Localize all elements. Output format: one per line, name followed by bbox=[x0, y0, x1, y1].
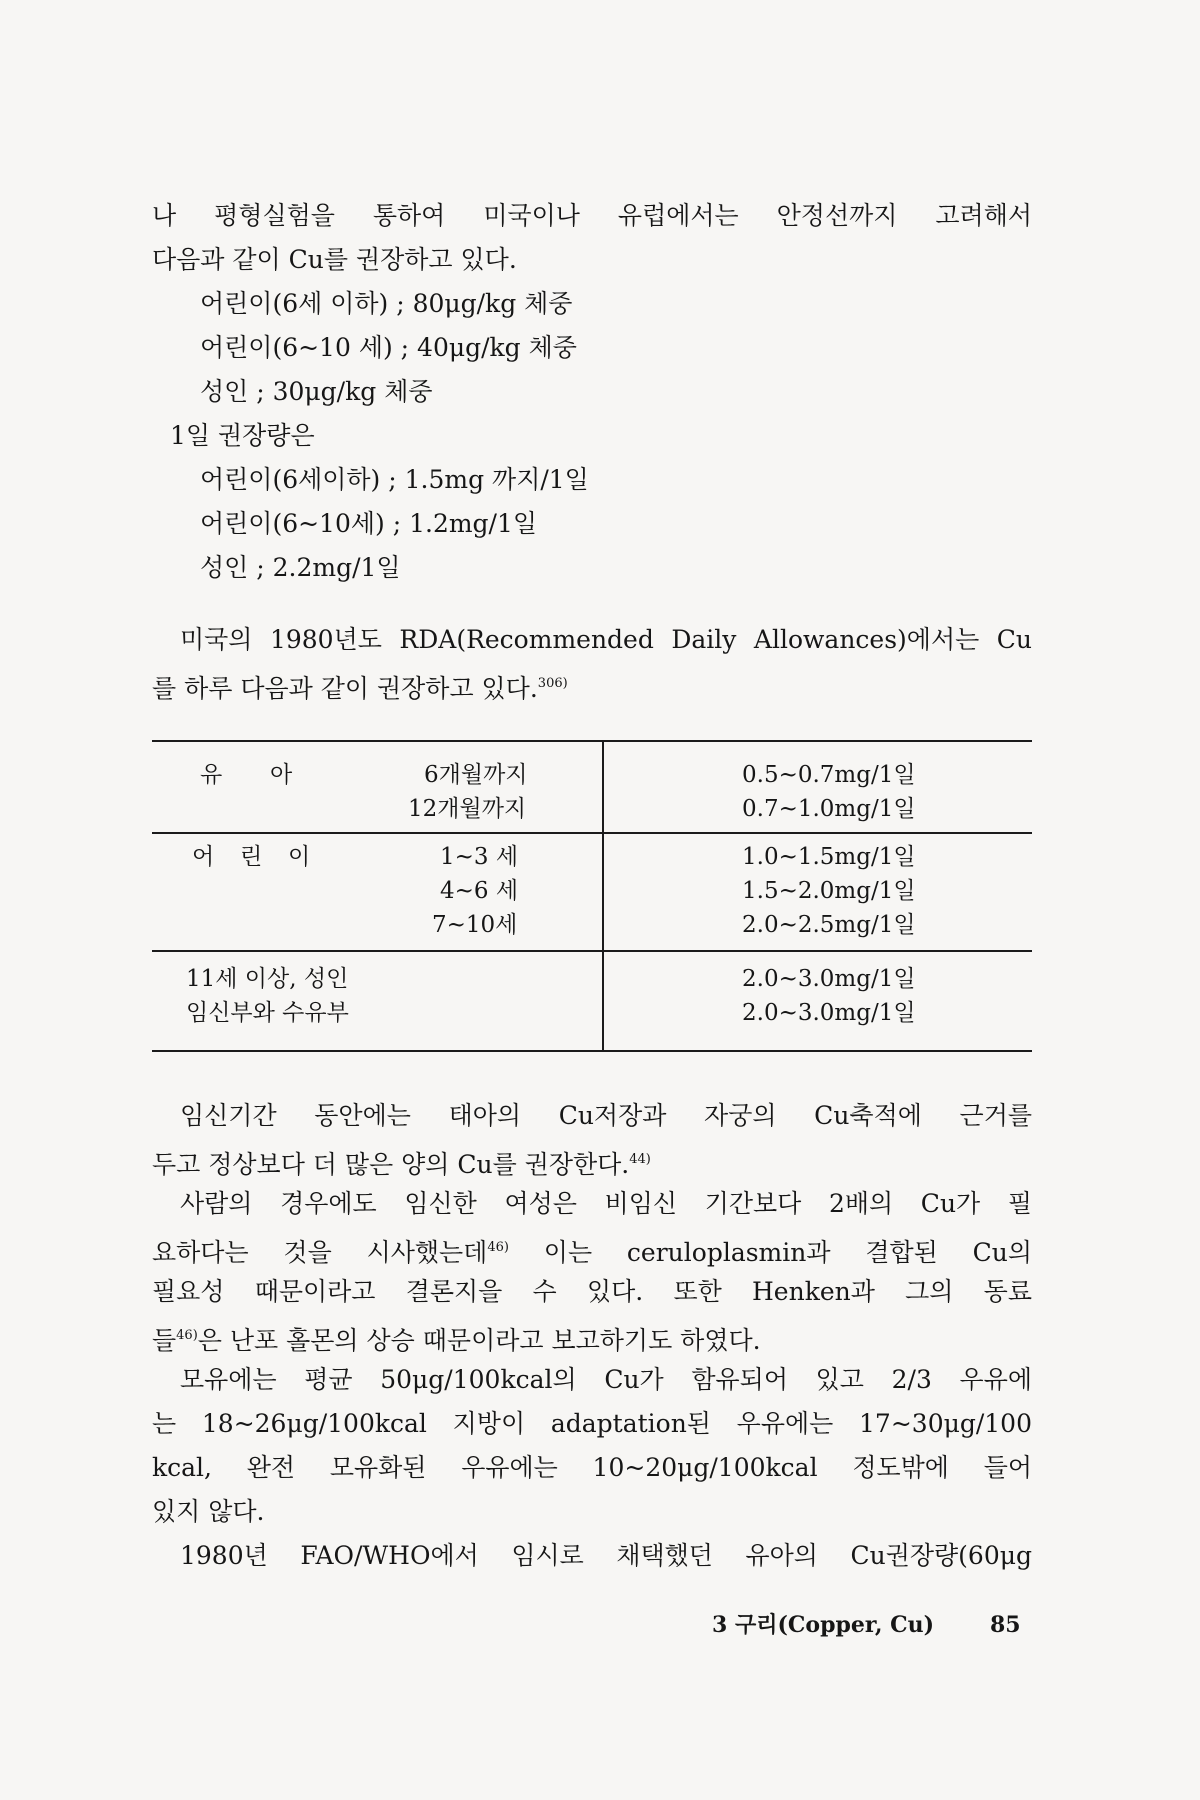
paragraph-text: 들 bbox=[152, 1326, 177, 1355]
recommendation-item: 어린이(6~10 세) ; 40μg/kg 체중 bbox=[200, 333, 577, 362]
paragraph-line: 있지 않다. bbox=[152, 1497, 265, 1526]
recommendation-item: 어린이(6세 이하) ; 80μg/kg 체중 bbox=[200, 289, 573, 318]
table-group-label: 유 bbox=[200, 762, 223, 788]
paragraph-line: 는 18~26μg/100kcal 지방이 adaptation된 우유에는 17~30μg/100 bbox=[152, 1409, 1032, 1438]
table-age-cell: 12개월까지 bbox=[408, 796, 527, 822]
paragraph-line bbox=[152, 1140, 651, 1185]
table-rule-bottom bbox=[152, 1050, 1032, 1052]
paragraph-line: kcal, 완전 모유화된 우유에는 10~20μg/100kcal 정도밖에 들어 bbox=[152, 1453, 1032, 1482]
page-number: 85 bbox=[990, 1612, 1021, 1638]
paragraph-text: 를 하루 다음과 같이 권장하고 있다. bbox=[152, 674, 538, 703]
paragraph-text: 두고 정상보다 더 많은 양의 Cu를 권장한다. bbox=[152, 1150, 630, 1179]
paragraph-line: 필요성 때문이라고 결론지을 수 있다. 또한 Henken과 그의 동료 bbox=[152, 1277, 1032, 1306]
running-footer: 3 구리(Copper, Cu) bbox=[712, 1612, 935, 1638]
table-age-cell: 6개월까지 bbox=[424, 762, 528, 788]
daily-item: 어린이(6~10세) ; 1.2mg/1일 bbox=[200, 509, 538, 538]
table-rule bbox=[152, 832, 1032, 834]
daily-item: 어린이(6세이하) ; 1.5mg 까지/1일 bbox=[200, 465, 589, 494]
table-value-cell: 0.7~1.0mg/1일 bbox=[742, 796, 916, 822]
paragraph-line: 1980년 FAO/WHO에서 임시로 채택했던 유아의 Cu권장량(60μg bbox=[180, 1541, 1032, 1570]
table-age-cell: 7~10세 bbox=[432, 912, 518, 938]
table-value-cell: 1.0~1.5mg/1일 bbox=[742, 844, 916, 870]
reference-marker: 44) bbox=[629, 1152, 651, 1167]
table-group-label: 어 bbox=[192, 844, 215, 870]
paragraph-line bbox=[152, 1316, 761, 1361]
table-value-cell: 2.0~2.5mg/1일 bbox=[742, 912, 916, 938]
reference-marker: 46) bbox=[176, 1328, 198, 1343]
table-rule bbox=[152, 950, 1032, 952]
table-group-label: 임신부와 수유부 bbox=[186, 1000, 349, 1026]
paragraph-line: 임신기간 동안에는 태아의 Cu저장과 자궁의 Cu축적에 근거를 bbox=[180, 1101, 1032, 1130]
daily-heading: 1일 권장량은 bbox=[170, 421, 315, 450]
paragraph-line bbox=[152, 664, 568, 709]
table-age-cell: 1~3 세 bbox=[440, 844, 519, 870]
paragraph-line: 사람의 경우에도 임신한 여성은 비임신 기간보다 2배의 Cu가 필 bbox=[180, 1189, 1032, 1218]
table-value-cell: 1.5~2.0mg/1일 bbox=[742, 878, 916, 904]
table-group-label: 린 bbox=[240, 844, 263, 870]
paragraph-line: 모유에는 평균 50μg/100kcal의 Cu가 함유되어 있고 2/3 우유에 bbox=[180, 1365, 1032, 1394]
table-group-label: 11세 이상, 성인 bbox=[186, 966, 349, 992]
reference-marker: 306) bbox=[537, 676, 568, 691]
table-group-label: 아 bbox=[270, 762, 293, 788]
table-value-cell: 2.0~3.0mg/1일 bbox=[742, 1000, 916, 1026]
table-rule-top bbox=[152, 740, 1032, 742]
paragraph-line: 미국의 1980년도 RDA(Recommended Daily Allowances)에서는 Cu bbox=[180, 625, 1032, 654]
paragraph-line bbox=[152, 1228, 1032, 1273]
table-value-cell: 2.0~3.0mg/1일 bbox=[742, 966, 916, 992]
table-value-cell: 0.5~0.7mg/1일 bbox=[742, 762, 916, 788]
paragraph-line: 다음과 같이 Cu를 권장하고 있다. bbox=[152, 245, 517, 274]
table-group-label: 이 bbox=[288, 844, 311, 870]
table-column-divider bbox=[602, 740, 604, 1052]
table-age-cell: 4~6 세 bbox=[440, 878, 519, 904]
paragraph-line: 나 평형실험을 통하여 미국이나 유럽에서는 안정선까지 고려해서 bbox=[152, 201, 1032, 230]
paragraph-text: 요하다는 것을 시사했는데 bbox=[152, 1238, 488, 1267]
reference-marker: 46) bbox=[487, 1240, 509, 1255]
paragraph-text: 이는 ceruloplasmin과 결합된 Cu의 bbox=[508, 1238, 1033, 1267]
recommendation-item: 성인 ; 30μg/kg 체중 bbox=[200, 377, 433, 406]
daily-item: 성인 ; 2.2mg/1일 bbox=[200, 553, 401, 582]
rda-table bbox=[152, 740, 1032, 1052]
paragraph-text: 은 난포 홀몬의 상승 때문이라고 보고하기도 하였다. bbox=[197, 1326, 761, 1355]
